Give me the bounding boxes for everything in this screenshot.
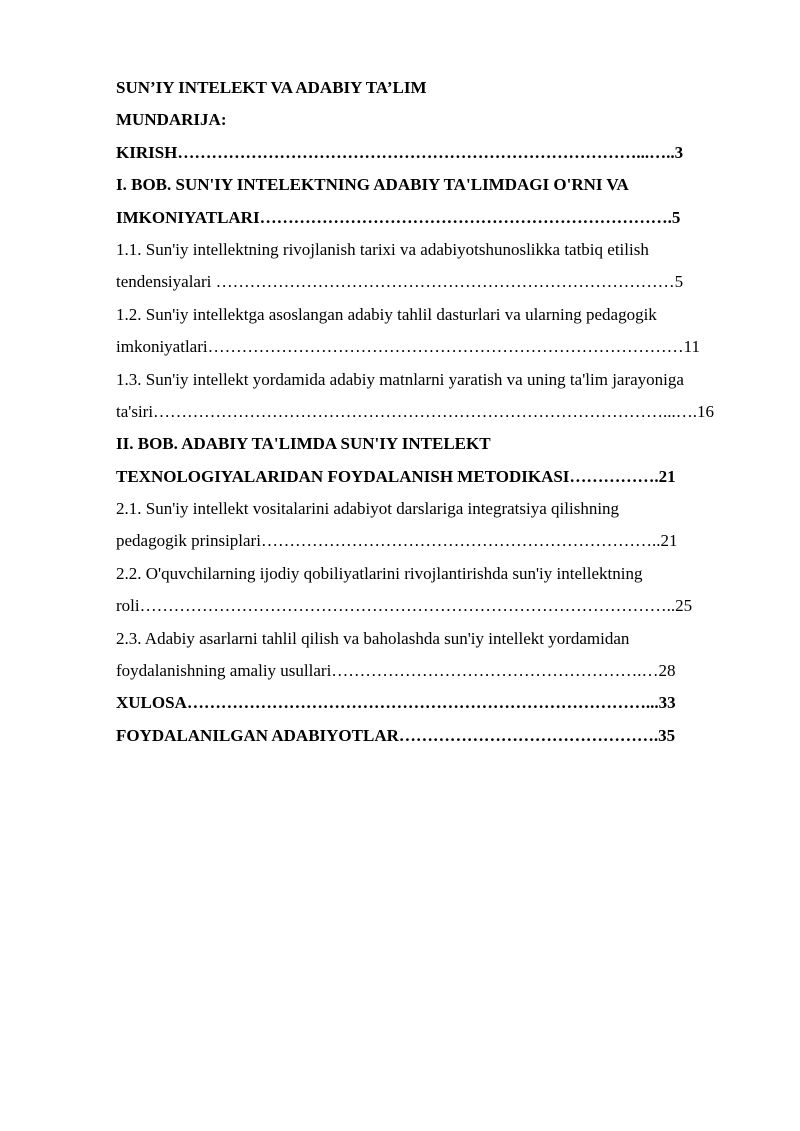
toc-section-1-2-line-2: imkoniyatlari…………………………………………………………………………11 <box>116 337 700 357</box>
toc-section-1-1-line-1: 1.1. Sun'iy intellektning rivojlanish tarixi va adabiyotshunoslikka tatbiq etilish <box>116 239 649 259</box>
table-of-contents <box>116 72 746 752</box>
toc-entry-xulosa: XULOSA………………………………………………………………………...33 <box>116 693 676 713</box>
toc-chapter-1-title-line-2: IMKONIYATLARI……………………………………………………………….5 <box>116 207 681 227</box>
toc-section-1-3-line-1: 1.3. Sun'iy intellekt yordamida adabiy matnlarni yaratish va uning ta'lim jarayoniga <box>116 369 684 389</box>
toc-section-2-1-line-1: 2.1. Sun'iy intellekt vositalarini adabiyot darslariga integratsiya qilishning <box>116 499 620 519</box>
toc-section-1-1-line-2: tendensiyalari ………………………………………………………………………5 <box>116 272 684 292</box>
toc-entry-adabiyotlar: FOYDALANILGAN ADABIYOTLAR……………………………………….35 <box>116 725 676 745</box>
toc-section-1-3-line-2: ta'siri………………………………………………………………………………...….16 <box>116 401 715 421</box>
toc-chapter-2-title-line-1: II. BOB. ADABIY TA'LIMDA SUN'IY INTELEKT <box>116 434 491 454</box>
toc-section-2-2-line-1: 2.2. O'quvchilarning ijodiy qobiliyatlarini rivojlantirishda sun'iy intellektning <box>116 563 643 583</box>
toc-entry-kirish: KIRISH………………………………………………………………………...…..3 <box>116 142 684 162</box>
document-title: SUN’IY INTELEKT VA ADABIY TA’LIM <box>116 78 427 97</box>
toc-section-2-3-line-2: foydalanishning amaliy usullari……………………………………………….…28 <box>116 661 676 681</box>
contents-heading: MUNDARIJA: <box>116 110 227 130</box>
toc-section-1-2-line-1: 1.2. Sun'iy intellektga asoslangan adabiy tahlil dasturlari va ularning pedagogik <box>116 304 657 324</box>
toc-section-2-2-line-2: roli…………………………………………………………………………………..25 <box>116 596 693 616</box>
toc-chapter-2-title-line-2: TEXNOLOGIYALARIDAN FOYDALANISH METODIKASI…………….21 <box>116 466 676 486</box>
toc-section-2-1-line-2: pedagogik prinsiplari……………………………………………………………..21 <box>116 531 678 551</box>
toc-section-2-3-line-1: 2.3. Adabiy asarlarni tahlil qilish va baholashda sun'iy intellekt yordamidan <box>116 628 630 648</box>
toc-chapter-1-title-line-1: I. BOB. SUN'IY INTELEKTNING ADABIY TA'LIMDAGI O'RNI VA <box>116 175 629 195</box>
